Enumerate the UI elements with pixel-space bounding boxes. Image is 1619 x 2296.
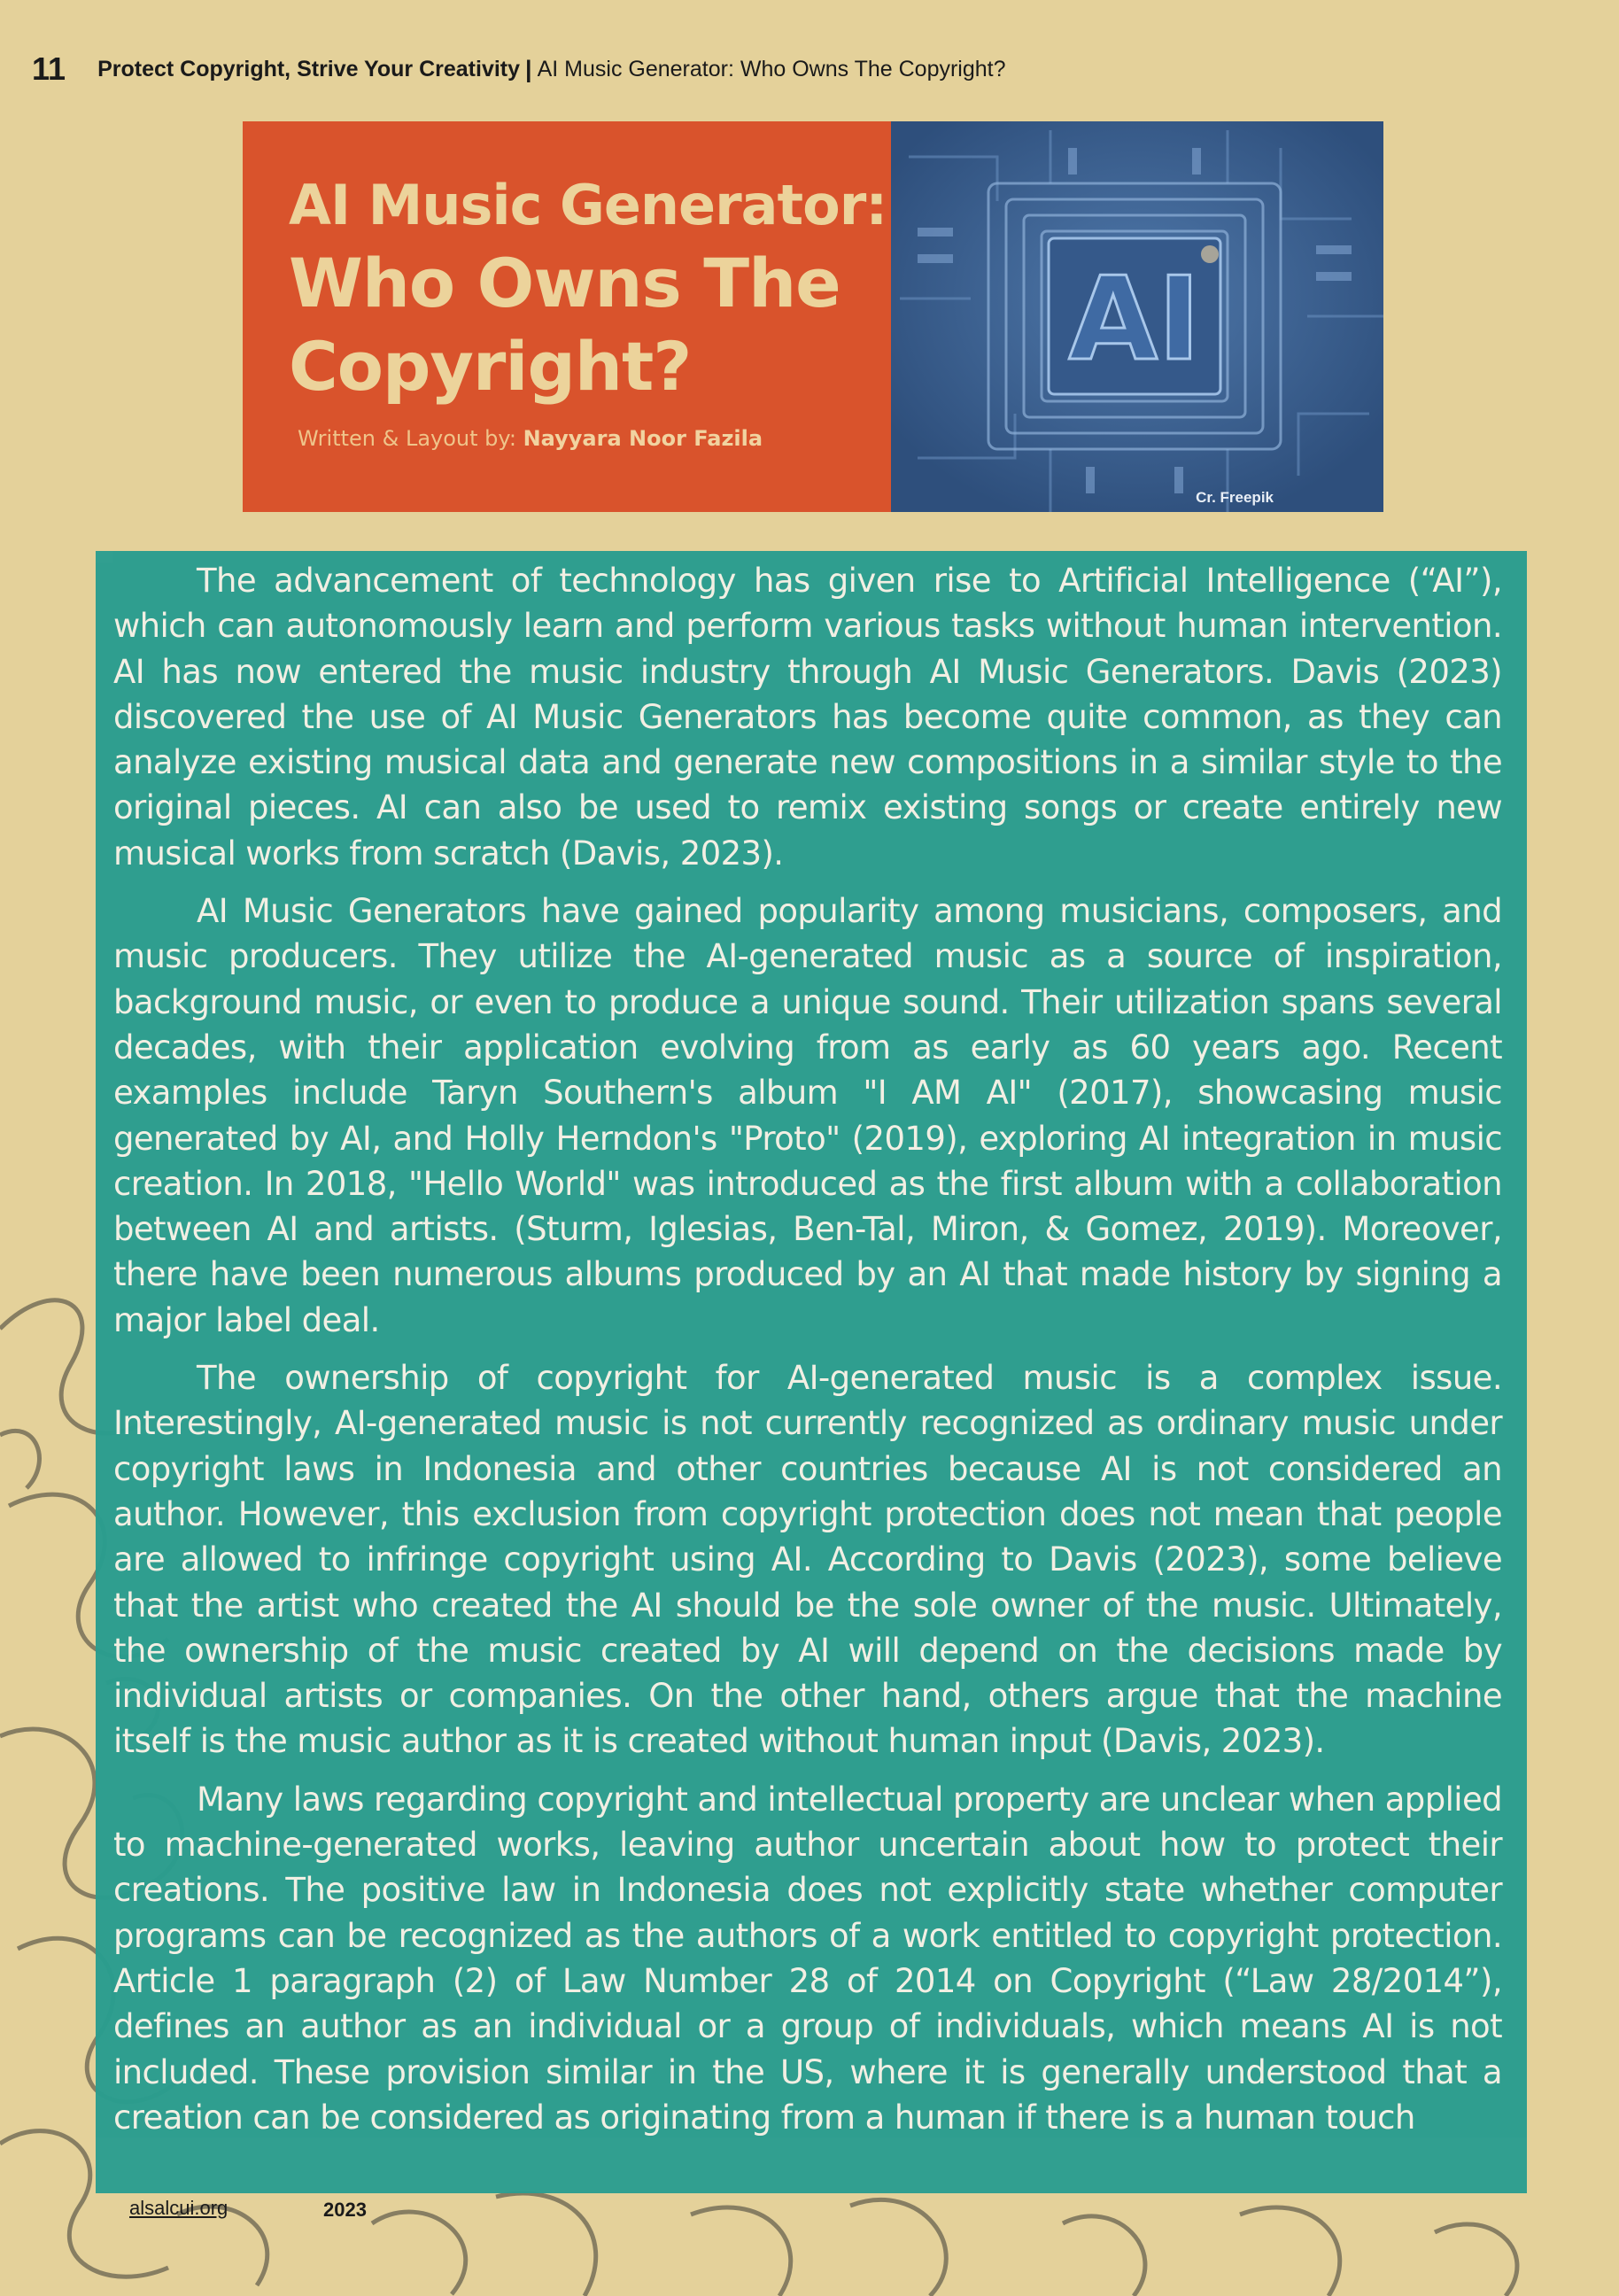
banner-title-line-3: Copyright? xyxy=(289,327,692,406)
byline xyxy=(298,426,763,451)
footer-year: 2023 xyxy=(323,2199,367,2221)
byline-label: Written & Layout by: xyxy=(298,426,516,451)
banner-title-line-2: Who Owns The xyxy=(289,244,840,322)
article-paragraph-4: Many laws regarding copyright and intellectual property are unclear when applied to machine-generated works, leaving author uncertain about how to protect their creations. The positive law in Indonesia does not explicitly state whether computer programs can be recognized as the authors of a work entitled to copyright protection. Article 1 paragraph (2) of Law Number 28 of 2014 on Copyright (“Law 28/2014”), defines an author as an individual or a group of individuals, which means AI is not included. These provision similar in the US, where it is generally understood that a creation can be considered as originating from a human if there is a human touch xyxy=(113,1780,1502,2137)
ai-chip-image xyxy=(891,121,1383,512)
article-paragraph-3: The ownership of copyright for AI-generated music is a complex issue. Interestingly, AI-generated music is not currently recognized as ordinary music under copyright laws in Indonesia and other countries because AI is not considered an author. However, this exclusion from copyright protection does not mean that people are allowed to infringe copyright using AI. According to Davis (2023), some believe that the artist who created the AI should be the sole owner of the music. Ultimately, the ownership of the music created by AI will depend on the decisions made by individual artists or companies. On the other hand, others argue that the machine itself is the music author as it is created without human input (Davis, 2023). xyxy=(113,1359,1502,1761)
banner-title-line-1: AI Music Generator: xyxy=(289,173,887,237)
article-body xyxy=(96,551,1527,2193)
article-paragraph-2: AI Music Generators have gained popularity among musicians, composers, and music producers. They utilize the AI-generated music as a source of inspiration, background music, or even to produce a unique sound. Their utilization spans several decades, with their application evolving from as early as 60 years ago. Recent examples include Taryn Southern's album "I AM AI" (2017), showcasing music generated by AI, and Holly Herndon's "Proto" (2019), exploring AI integration in music creation. In 2018, "Hello World" was introduced as the first album with a collaboration between AI and artists. (Sturm, Iglesias, Ben-Tal, Miron, & Gomez, 2019). Moreover, there have been numerous albums produced by an AI that made history by signing a major label deal. xyxy=(113,892,1502,1339)
header-article-title: AI Music Generator: Who Owns The Copyright? xyxy=(537,56,1006,81)
footer-website-link[interactable]: alsalcui.org xyxy=(129,2197,229,2219)
header-separator: | xyxy=(525,55,532,82)
article-banner xyxy=(243,121,1383,512)
page-number: 11 xyxy=(32,50,66,87)
byline-author: Nayyara Noor Fazila xyxy=(523,426,763,451)
chip-ai-text: AI xyxy=(1068,252,1201,386)
banner-title-panel xyxy=(243,121,891,512)
image-credit: Cr. Freepik xyxy=(1196,489,1274,506)
publication-title: Protect Copyright, Strive Your Creativity xyxy=(97,56,521,81)
article-paragraph-1: The advancement of technology has given rise to Artificial Intelligence (“AI”), which can autonomously learn and perform various tasks without human intervention. AI has now entered the music industry through AI Music Generators. Davis (2023) discovered the use of AI Music Generators has become quite common, as they can analyze existing musical data and generate new compositions in a similar style to the original pieces. AI can also be used to remix existing songs or create entirely new musical works from scratch (Davis, 2023). xyxy=(113,562,1502,873)
running-header xyxy=(32,51,1006,87)
